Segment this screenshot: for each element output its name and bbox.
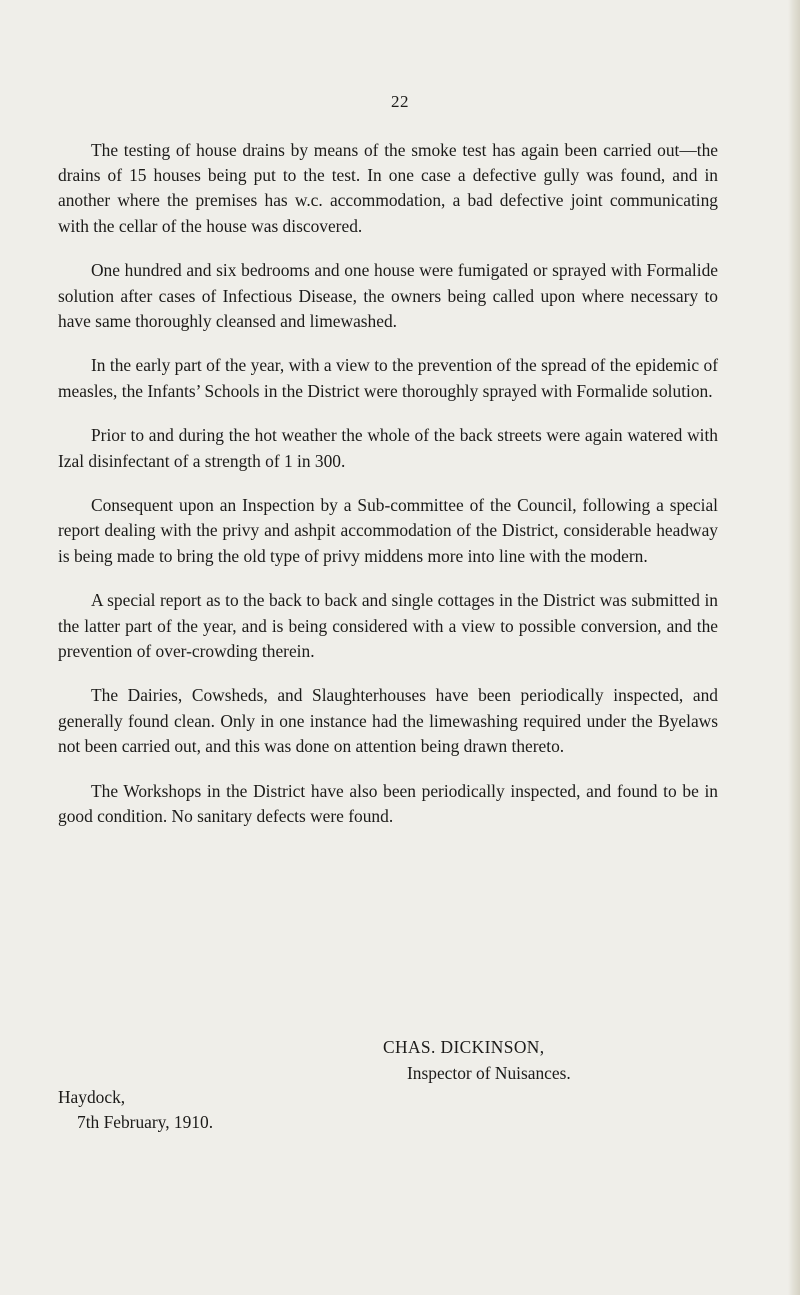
paragraph-workshops-inspection: The Workshops in the District have also been periodically inspected, and found to be in good condition. No sanitary defects were found. [58,780,718,826]
date-line: 7th February, 1910. [77,1112,214,1132]
paragraph-street-watering: Prior to and during the hot weather the whole of the back streets were again watered with Izal disinfectant of a strength of 1 in 300. [58,425,718,471]
report-body [58,138,718,829]
page-edge [788,0,800,1295]
paragraph-measles-prevention: In the early part of the year, with a view to the prevention of the spread of the epidemic of measles, the Infants’ Schools in the District were thoroughly sprayed with Formalide solution. [58,355,718,401]
signature-name: CHAS. DICKINSON, [383,1037,545,1057]
paragraph-dairies-inspection: The Dairies, Cowsheds, and Slaughterhouses have been periodically inspected, and generally found clean. Only in one instance had the limewashing required under the Byelaws not been carried out, and this was done on attention being drawn thereto. [58,685,718,756]
paragraph-privy-inspection: Consequent upon an Inspection by a Sub-committee of the Council, following a special report dealing with the privy and ashpit accommodation of the District, considerable headway is being made to bring the old type of privy middens more into line with the modern. [58,495,718,566]
paragraph-cottages-report: A special report as to the back to back and single cottages in the District was submitted in the latter part of the year, and is being considered with a view to possible conversion, and the prevention of over-crowding therein. [58,590,718,661]
paragraph-drain-testing: The testing of house drains by means of the smoke test has again been carried out—the drains of 15 houses being put to the test. In one case a defective gully was found, and in another where the premises has w.c. accommodation, a bad defective joint communicating with the cellar of the house was discovered. [58,140,718,236]
page-number: 22 [391,92,409,111]
place-date-block [58,1085,213,1135]
place-line: Haydock, [58,1087,126,1107]
signature-title: Inspector of Nuisances. [407,1063,571,1083]
signature-block [383,1034,571,1086]
paragraph-fumigation: One hundred and six bedrooms and one house were fumigated or sprayed with Formalide solution after cases of Infectious Disease, the owners being called upon where necessary to have same thoroughly cleansed and limewashed. [58,260,718,331]
